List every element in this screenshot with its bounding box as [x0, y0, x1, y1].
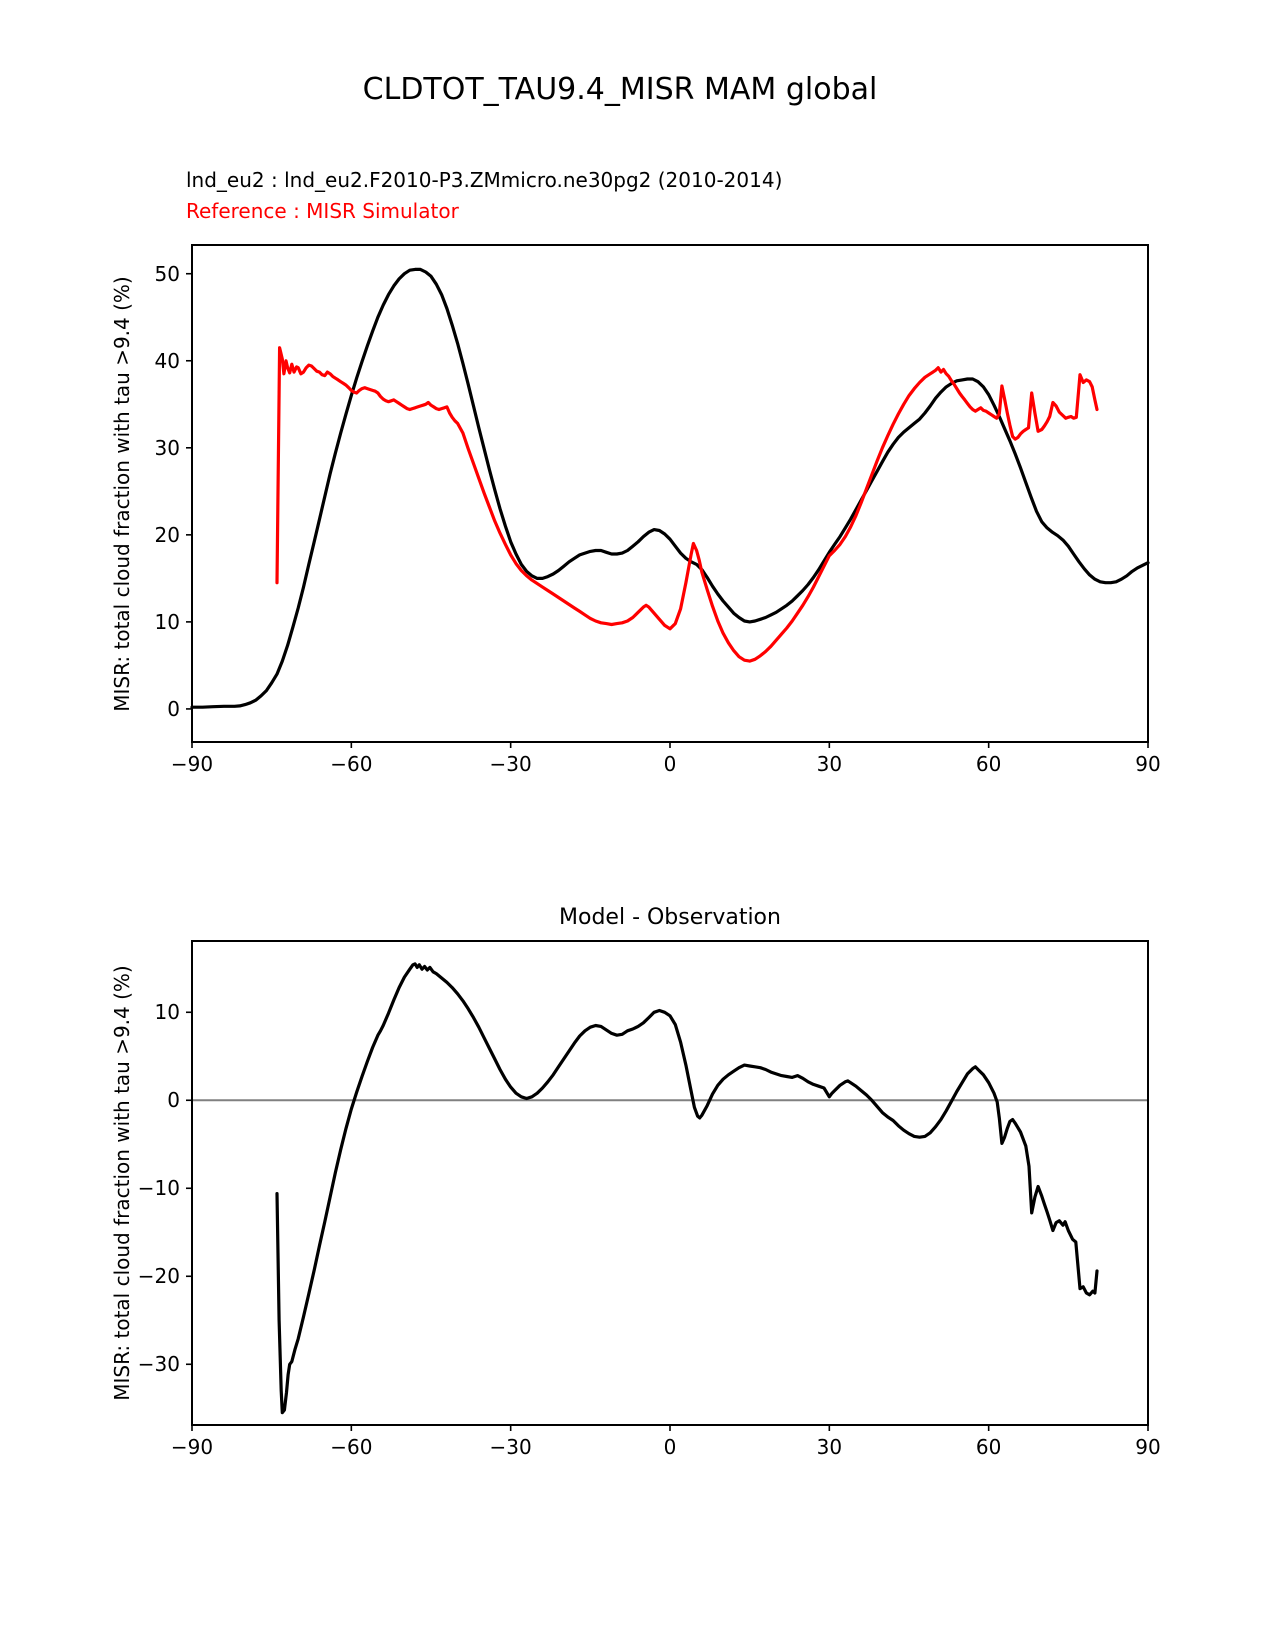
- reference-curve: [277, 348, 1097, 661]
- x-tick-label: −60: [330, 752, 373, 776]
- plot-border: [192, 941, 1148, 1425]
- model-curve: [192, 269, 1148, 707]
- x-tick-label: 90: [1135, 1435, 1161, 1459]
- plot-border: [192, 245, 1148, 742]
- bottom-plot-ylabel: MISR: total cloud fraction with tau >9.4 (%): [110, 965, 134, 1401]
- x-tick-label: −30: [489, 1435, 532, 1459]
- y-tick-label: 10: [154, 609, 180, 634]
- x-tick-label: −90: [170, 1435, 214, 1459]
- x-tick-label: 60: [975, 752, 1002, 776]
- y-tick-label: −20: [137, 1264, 180, 1289]
- y-tick-label: 20: [154, 522, 180, 547]
- legend-reference-label: Reference : MISR Simulator: [186, 199, 459, 223]
- y-tick-label: −10: [137, 1176, 180, 1201]
- difference-curve: [277, 964, 1097, 1413]
- bottom-plot-title: Model - Observation: [559, 905, 781, 930]
- y-tick-label: 30: [154, 435, 180, 460]
- x-tick-label: 0: [663, 752, 677, 776]
- legend-model-label: lnd_eu2 : lnd_eu2.F2010-P3.ZMmicro.ne30pg2 (2010-2014): [186, 168, 783, 192]
- y-tick-label: −30: [137, 1352, 180, 1377]
- figure-title: CLDTOT_TAU9.4_MISR MAM global: [362, 72, 878, 107]
- y-tick-label: 0: [167, 696, 180, 721]
- y-tick-label: 50: [154, 261, 180, 286]
- y-tick-label: 10: [154, 1000, 180, 1025]
- x-tick-label: 0: [663, 1435, 677, 1459]
- top-plot-ylabel: MISR: total cloud fraction with tau >9.4 (%): [110, 275, 134, 712]
- x-tick-label: 30: [816, 752, 843, 776]
- x-tick-label: 60: [975, 1435, 1002, 1459]
- x-tick-label: 30: [816, 1435, 843, 1459]
- legend: [186, 165, 782, 227]
- x-tick-label: 90: [1135, 752, 1161, 776]
- x-tick-label: −90: [170, 752, 214, 776]
- top-plot-area: [192, 245, 1148, 742]
- x-tick-label: −60: [330, 1435, 373, 1459]
- y-tick-label: 40: [154, 348, 180, 373]
- bottom-plot-area: [192, 941, 1148, 1425]
- x-tick-label: −30: [489, 752, 532, 776]
- y-tick-label: 0: [167, 1088, 180, 1113]
